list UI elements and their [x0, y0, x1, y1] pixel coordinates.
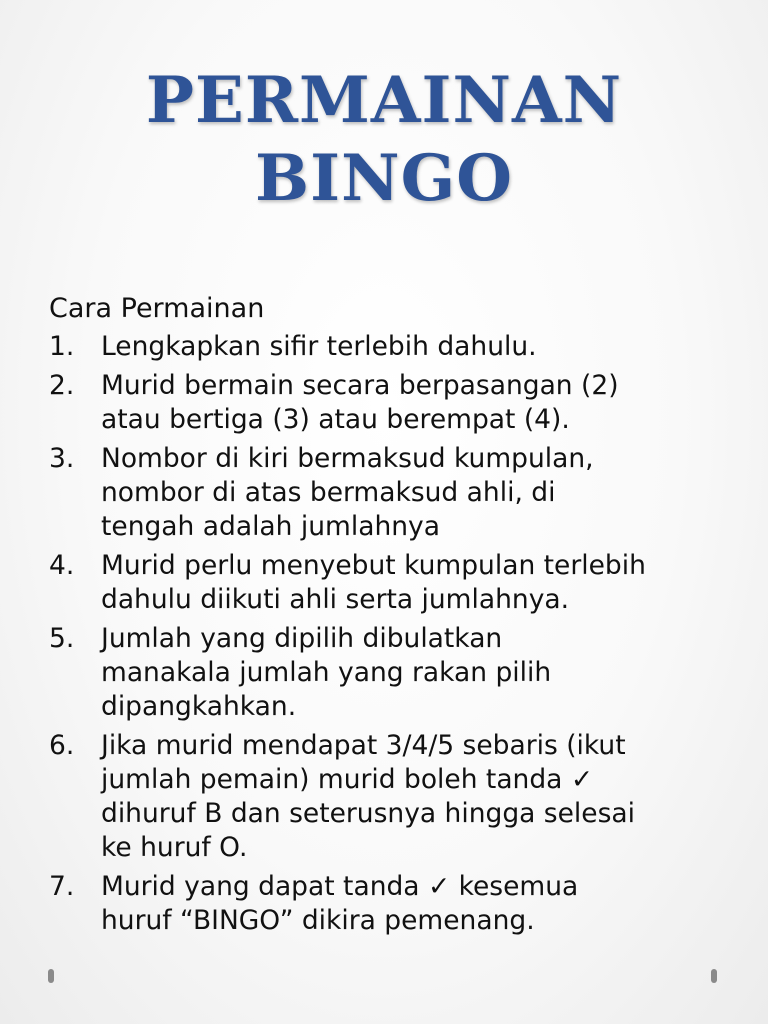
- list-text-line: Murid bermain secara berpasangan (2): [101, 370, 619, 401]
- title-line-2: BINGO: [255, 141, 513, 216]
- list-text-line: Jika murid mendapat 3/4/5 sebaris (ikut: [101, 730, 626, 761]
- list-item: [49, 729, 739, 865]
- list-item: [49, 442, 739, 544]
- list-text-line: dahulu diikuti ahli serta jumlahnya.: [101, 584, 570, 615]
- list-text: Lengkapkan sifir terlebih dahulu.: [101, 331, 537, 362]
- list-text-line: ke huruf O.: [101, 832, 248, 863]
- list-number: 2.: [49, 370, 75, 401]
- list-item: [49, 870, 739, 938]
- list-text-line: manakala jumlah yang rakan pilih: [101, 657, 552, 688]
- list-number: 4.: [49, 550, 75, 581]
- list-number: 5.: [49, 623, 75, 654]
- list-text-line: Murid perlu menyebut kumpulan terlebih: [101, 550, 646, 581]
- list-text-line: nombor di atas bermaksud ahli, di: [101, 477, 556, 508]
- rules-list: [49, 330, 739, 938]
- list-number: 7.: [49, 871, 75, 902]
- slide-body: [49, 292, 739, 943]
- list-text-line: dihuruf B dan seterusnya hingga selesai: [101, 798, 635, 829]
- list-item: [49, 330, 739, 364]
- list-item: [49, 369, 739, 437]
- list-number: 3.: [49, 443, 75, 474]
- list-number: 6.: [49, 730, 75, 761]
- list-number: 1.: [49, 331, 75, 362]
- decorative-dot-right: [711, 969, 717, 983]
- list-item: [49, 622, 739, 724]
- list-text-line: Nombor di kiri bermaksud kumpulan,: [101, 443, 594, 474]
- list-text-line: tengah adalah jumlahnya: [101, 511, 440, 542]
- list-text-line: Murid yang dapat tanda ✓ kesemua: [101, 871, 579, 902]
- list-text-line: Jumlah yang dipilih dibulatkan: [101, 623, 503, 654]
- title-line-1: PERMAINAN: [145, 63, 623, 138]
- list-text-line: huruf “BINGO” dikira pemenang.: [101, 905, 535, 936]
- section-heading: Cara Permainan: [49, 293, 265, 324]
- list-text-line: dipangkahkan.: [101, 691, 297, 722]
- list-item: [49, 549, 739, 617]
- list-text-line: atau bertiga (3) atau berempat (4).: [101, 404, 570, 435]
- list-text-line: jumlah pemain) murid boleh tanda ✓: [101, 764, 594, 795]
- slide-title: [0, 62, 768, 218]
- decorative-dot-left: [48, 969, 54, 983]
